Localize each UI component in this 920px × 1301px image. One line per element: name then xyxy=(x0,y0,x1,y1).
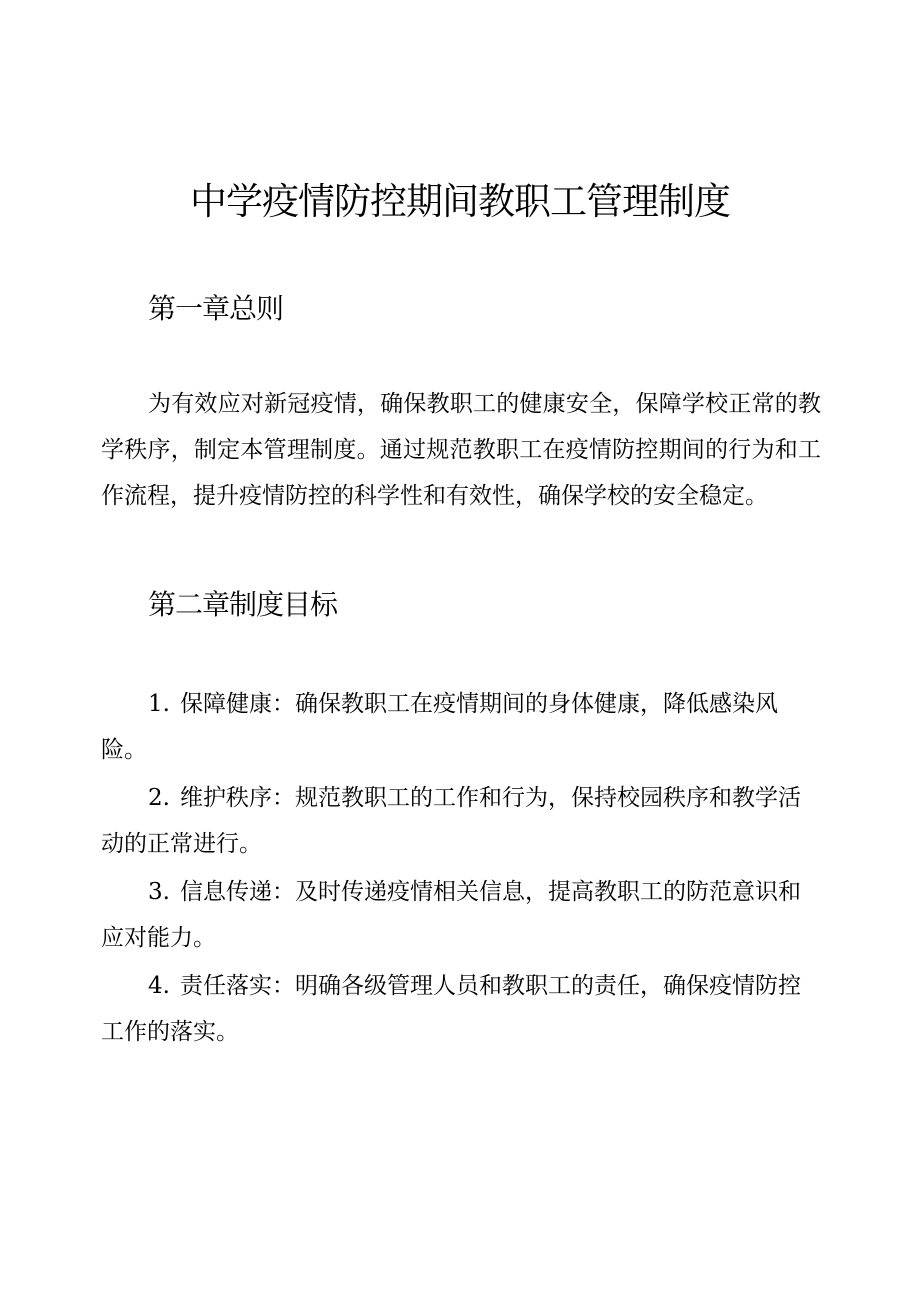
chapter-1-body xyxy=(101,381,821,519)
list-item-text: 维护秩序：规范教职工的工作和行为，保持校园秩序和教学活动的正常进行。 xyxy=(101,785,801,857)
chapter-1-paragraph: 为有效应对新冠疫情，确保教职工的健康安全，保障学校正常的教学秩序，制定本管理制度。通过规范教职工在疫情防控期间的行为和工作流程，提升疫情防控的科学性和有效性，确保学校的安全稳定。 xyxy=(101,391,821,509)
list-item-number: 3. xyxy=(148,879,170,905)
list-item xyxy=(101,681,821,773)
chapter-1-heading: 第一章总则 xyxy=(148,292,284,325)
list-item xyxy=(101,869,821,961)
list-item-text: 信息传递：及时传递疫情相关信息，提高教职工的防范意识和应对能力。 xyxy=(101,879,801,951)
goals-list xyxy=(101,681,821,1057)
list-item xyxy=(101,963,821,1055)
document-title: 中学疫情防控期间教职工管理制度 xyxy=(190,180,730,223)
list-item-number: 2. xyxy=(148,785,170,811)
list-item xyxy=(101,775,821,867)
list-item-number: 4. xyxy=(148,973,170,999)
chapter-2-heading: 第二章制度目标 xyxy=(148,588,338,621)
list-item-text: 责任落实：明确各级管理人员和教职工的责任，确保疫情防控工作的落实。 xyxy=(101,973,801,1045)
list-item-number: 1. xyxy=(148,691,170,717)
list-item-text: 保障健康：确保教职工在疫情期间的身体健康，降低感染风险。 xyxy=(101,691,778,763)
